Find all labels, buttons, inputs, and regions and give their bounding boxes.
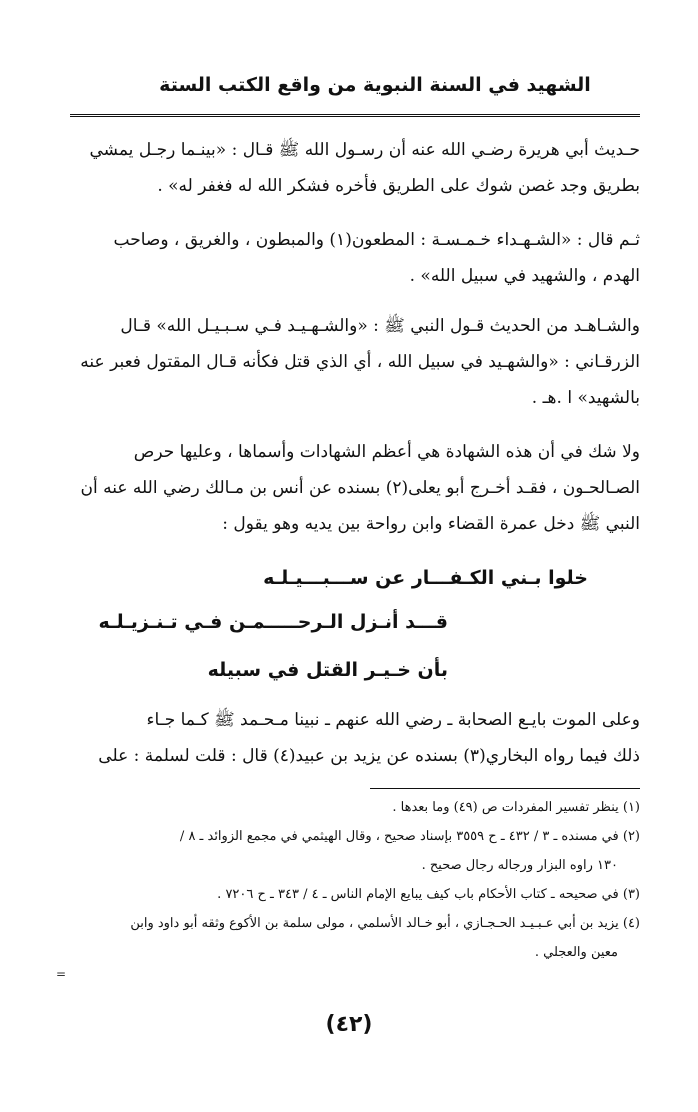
paragraph-3 xyxy=(70,308,640,416)
text-line: الهدم ، والشهيد في سبيل الله» . xyxy=(409,266,640,286)
paragraph-4 xyxy=(70,434,640,542)
footnote-2: (٢) في مسنده ـ ٣ / ٤٣٢ ـ ح ٣٥٥٩ بإسناد صحيح ، وقال الهيثمي في مجمع الزوائد ـ ٨ / xyxy=(179,829,640,844)
paragraph-5 xyxy=(70,702,640,774)
poem-verse-2: قـــد أنـزل الـرحـــــمـن فـي تـنـزيـلـه xyxy=(98,611,448,633)
footnote-3: (٣) في صحيحه ـ كتاب الأحكام باب كيف يبايع الإمام الناس ـ ٤ / ٣٤٣ ـ ح ٧٢٠٦ . xyxy=(217,887,640,902)
header-divider xyxy=(70,114,640,117)
footnotes xyxy=(60,793,640,967)
footnote-1: (١) ينظر تفسير المفردات ص (٤٩) وما بعدها . xyxy=(392,800,640,815)
poem-verse-3: بأن خـيـر القتل في سبيله xyxy=(207,659,448,681)
text-line: ذلك فيما رواه البخاري(٣) بسنده عن يزيد بن عبيد(٤) قال : قلت لسلمة : على xyxy=(98,746,640,766)
text-line: والشـاهـد من الحديث قـول النبي ﷺ : «والشـهـيـد فـي سـبـيـل الله» قـال xyxy=(120,316,640,336)
text-line: حـديث أبي هريرة رضـي الله عنه أن رسـول الله ﷺ قـال : «بينـما رجـل يمشي xyxy=(89,140,640,160)
text-line: ثـم قال : «الشـهـداء خـمـسـة : المطعون(١) والمبطون ، والغريق ، وصاحب xyxy=(113,230,640,250)
page-number: (٤٢) xyxy=(325,1012,373,1037)
text-line: بطريق وجد غصن شوك على الطريق فأخره فشكر الله له فغفر له» . xyxy=(157,176,640,196)
text-line: ولا شك في أن هذه الشهادة هي أعظم الشهادات وأسماها ، وعليها حرص xyxy=(133,442,640,462)
paragraph-1 xyxy=(70,132,640,204)
margin-mark: = xyxy=(56,967,67,981)
footnote-4-cont: معين والعجلي . xyxy=(534,945,618,960)
text-line: الزرقـاني : «والشهـيد في سبيل الله ، أي الذي قتل فكأنه قـال المقتول فعبر عنه xyxy=(80,352,640,372)
running-header: الشهيد في السنة النبوية من واقع الكتب الستة xyxy=(159,74,591,96)
text-line: بالشهيد» ا .هـ . xyxy=(531,388,640,408)
paragraph-2 xyxy=(70,222,640,294)
text-line: وعلى الموت بايـع الصحابة ـ رضي الله عنهم ـ نبينا مـحـمد ﷺ كـما جـاء xyxy=(146,710,640,730)
footnote-divider xyxy=(370,788,640,789)
text-line: النبي ﷺ دخل عمرة القضاء وابن رواحة بين يديه وهو يقول : xyxy=(222,514,640,534)
footnote-4: (٤) يزيد بن أبي عـبـيـد الحـجـازي ، أبو خـالد الأسلمي ، مولى سلمة بن الأكوع وثقه أبو داود وابن xyxy=(130,916,640,931)
footnote-2-cont: ١٣٠ راوه البزار ورجاله رجال صحيح . xyxy=(421,858,618,873)
text-line: الصـالحـون ، فقـد أخـرج أبو يعلى(٢) بسنده عن أنس بن مـالك رضي الله عنه أن xyxy=(80,478,640,498)
poem-verse-1: خلوا بـني الكـفـــار عن ســـبـــيـلـه xyxy=(263,567,588,589)
